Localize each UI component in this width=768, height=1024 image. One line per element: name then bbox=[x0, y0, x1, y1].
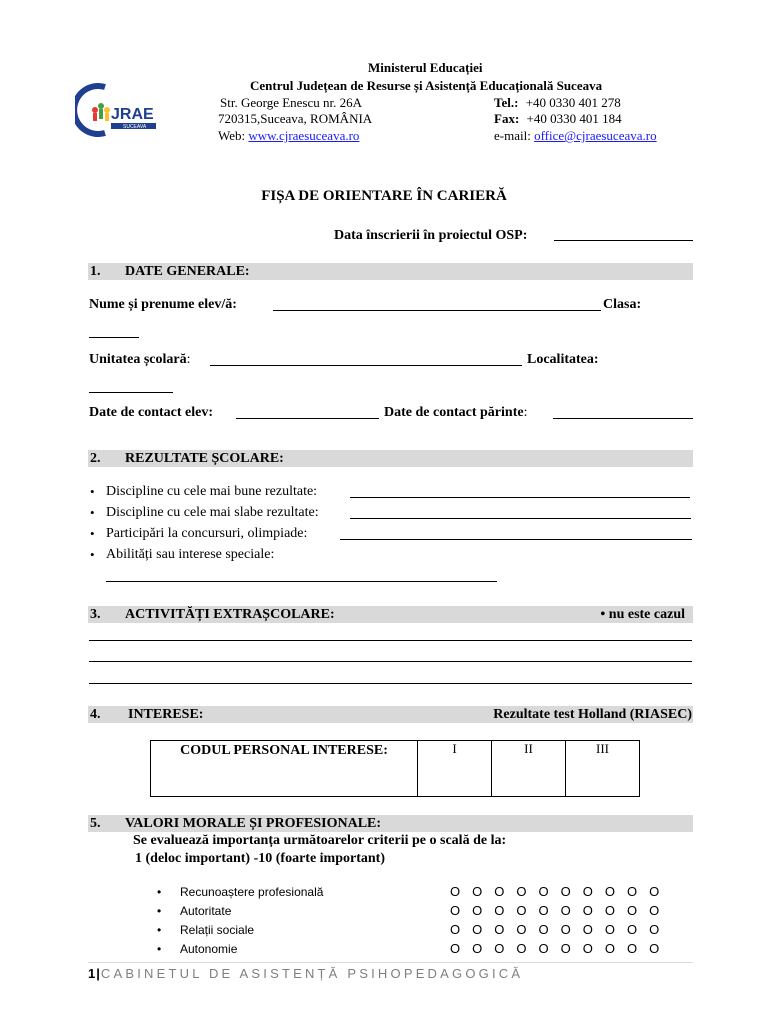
bullet: • bbox=[90, 547, 95, 562]
footer-separator: | bbox=[96, 966, 101, 981]
bullet: • bbox=[157, 885, 162, 899]
school-label: Unitatea școlară bbox=[89, 352, 187, 367]
fax-value: +40 0330 401 184 bbox=[526, 111, 622, 126]
special-abilities-field[interactable] bbox=[106, 581, 497, 582]
value-item: Autonomie bbox=[180, 942, 238, 956]
cjrae-logo bbox=[75, 83, 160, 137]
holland-label: Rezultate test Holland (RIASEC) bbox=[493, 707, 692, 722]
email-link[interactable]: office@cjraesuceava.ro bbox=[534, 128, 657, 143]
tel-value: +40 0330 401 278 bbox=[525, 95, 621, 110]
section-number: 2. bbox=[90, 451, 101, 466]
bullet: • bbox=[157, 923, 162, 937]
section-title: DATE GENERALE: bbox=[125, 264, 250, 279]
value-item: Autoritate bbox=[180, 904, 232, 918]
page-number: 1 bbox=[88, 966, 97, 981]
section-title: REZULTATE ȘCOLARE: bbox=[125, 451, 284, 466]
logo-sub: SUCEAVA bbox=[123, 124, 147, 130]
extracurricular-line[interactable] bbox=[89, 683, 692, 684]
rating-scale[interactable]: O O O O O O O O O O bbox=[450, 941, 664, 956]
extracurricular-line[interactable] bbox=[89, 640, 692, 641]
fax-label: Fax: bbox=[494, 111, 520, 126]
school-row: Unitatea școlară: bbox=[89, 352, 191, 367]
section-interests bbox=[88, 706, 693, 723]
rating-scale[interactable]: O O O O O O O O O O bbox=[450, 903, 664, 918]
footer bbox=[88, 966, 523, 981]
footer-divider bbox=[88, 962, 693, 963]
contact-parent-field[interactable] bbox=[553, 418, 693, 419]
center-name: Centrul Județean de Resurse și Asistență Educațională Suceava bbox=[250, 78, 603, 93]
value-item: Recunoaștere profesională bbox=[180, 885, 324, 899]
values-intro-1: Se evaluează importanța următoarelor criterii pe o scală de la: bbox=[133, 833, 507, 848]
logo-text: JRAE bbox=[111, 106, 154, 123]
code-cell-3[interactable]: III bbox=[566, 741, 640, 797]
rating-scale[interactable]: O O O O O O O O O O bbox=[450, 922, 664, 937]
web-row bbox=[218, 128, 359, 144]
contact-parent-label: Date de contact părinte bbox=[384, 405, 524, 420]
section-number: 4. bbox=[90, 707, 101, 722]
weak-results-label: Discipline cu cele mai slabe rezultate: bbox=[106, 505, 319, 520]
class-label: Clasa: bbox=[603, 297, 642, 312]
registration-field[interactable] bbox=[554, 240, 693, 241]
extracurricular-line[interactable] bbox=[89, 661, 692, 662]
best-results-label: Discipline cu cele mai bune rezultate: bbox=[106, 484, 318, 499]
footer-text: CABINETUL DE ASISTENȚĂ PSIHOPEDAGOGICĂ bbox=[100, 966, 524, 981]
registration-label: Data înscrierii în proiectul OSP: bbox=[334, 228, 528, 243]
tel-label: Tel.: bbox=[494, 95, 519, 110]
contact-parent-row: Date de contact părinte: bbox=[384, 405, 528, 420]
contact-student-label: Date de contact elev: bbox=[89, 405, 214, 420]
section-extracurricular bbox=[88, 606, 693, 623]
locality-field[interactable] bbox=[89, 392, 173, 393]
section-values bbox=[88, 815, 693, 832]
contact-student-field[interactable] bbox=[236, 418, 379, 419]
section-number: 1. bbox=[90, 264, 101, 279]
bullet: • bbox=[90, 505, 95, 520]
competitions-label: Participări la concursuri, olimpiade: bbox=[106, 526, 308, 541]
section-title: VALORI MORALE ȘI PROFESIONALE: bbox=[125, 816, 382, 831]
locality-label: Localitatea: bbox=[527, 352, 599, 367]
section-number: 3. bbox=[90, 607, 101, 622]
section-number: 5. bbox=[90, 816, 101, 831]
interests-table bbox=[150, 740, 640, 797]
page-title: FIȘA DE ORIENTARE ÎN CARIERĂ bbox=[261, 188, 507, 204]
ministry: Ministerul Educației bbox=[368, 60, 483, 75]
web-link[interactable]: www.cjraesuceava.ro bbox=[248, 128, 360, 143]
code-label: CODUL PERSONAL INTERESE: bbox=[151, 741, 418, 797]
address-line-2: 720315,Suceava, ROMÂNIA bbox=[218, 111, 373, 126]
email-label: e-mail: bbox=[494, 128, 531, 143]
section-general bbox=[88, 263, 693, 280]
school-field[interactable] bbox=[210, 365, 522, 366]
web-label: Web: bbox=[218, 128, 246, 143]
bullet: • bbox=[157, 904, 162, 918]
tel-row bbox=[494, 95, 621, 111]
fax-row bbox=[494, 111, 622, 127]
value-item: Relații sociale bbox=[180, 923, 255, 937]
bullet: • bbox=[90, 526, 95, 541]
code-cell-2[interactable]: II bbox=[492, 741, 566, 797]
name-field[interactable] bbox=[273, 310, 601, 311]
name-label: Nume și prenume elev/ă: bbox=[89, 297, 237, 312]
bullet: • bbox=[157, 942, 162, 956]
best-results-field[interactable] bbox=[350, 497, 690, 498]
email-row bbox=[494, 128, 657, 144]
rating-scale[interactable]: O O O O O O O O O O bbox=[450, 884, 664, 899]
bullet: • bbox=[90, 484, 95, 499]
not-applicable-option[interactable]: • nu este cazul bbox=[600, 607, 685, 622]
section-title: ACTIVITĂȚI EXTRAȘCOLARE: bbox=[125, 607, 335, 622]
class-field[interactable] bbox=[89, 337, 139, 338]
section-school-results bbox=[88, 450, 693, 467]
values-intro-2: 1 (deloc important) -10 (foarte important) bbox=[135, 851, 385, 866]
competitions-field[interactable] bbox=[340, 539, 692, 540]
special-abilities-label: Abilități sau interese speciale: bbox=[106, 547, 275, 562]
address-line-1: Str. George Enescu nr. 26A bbox=[220, 95, 363, 110]
section-title: INTERESE: bbox=[128, 707, 204, 722]
code-cell-1[interactable]: I bbox=[418, 741, 492, 797]
weak-results-field[interactable] bbox=[350, 518, 691, 519]
